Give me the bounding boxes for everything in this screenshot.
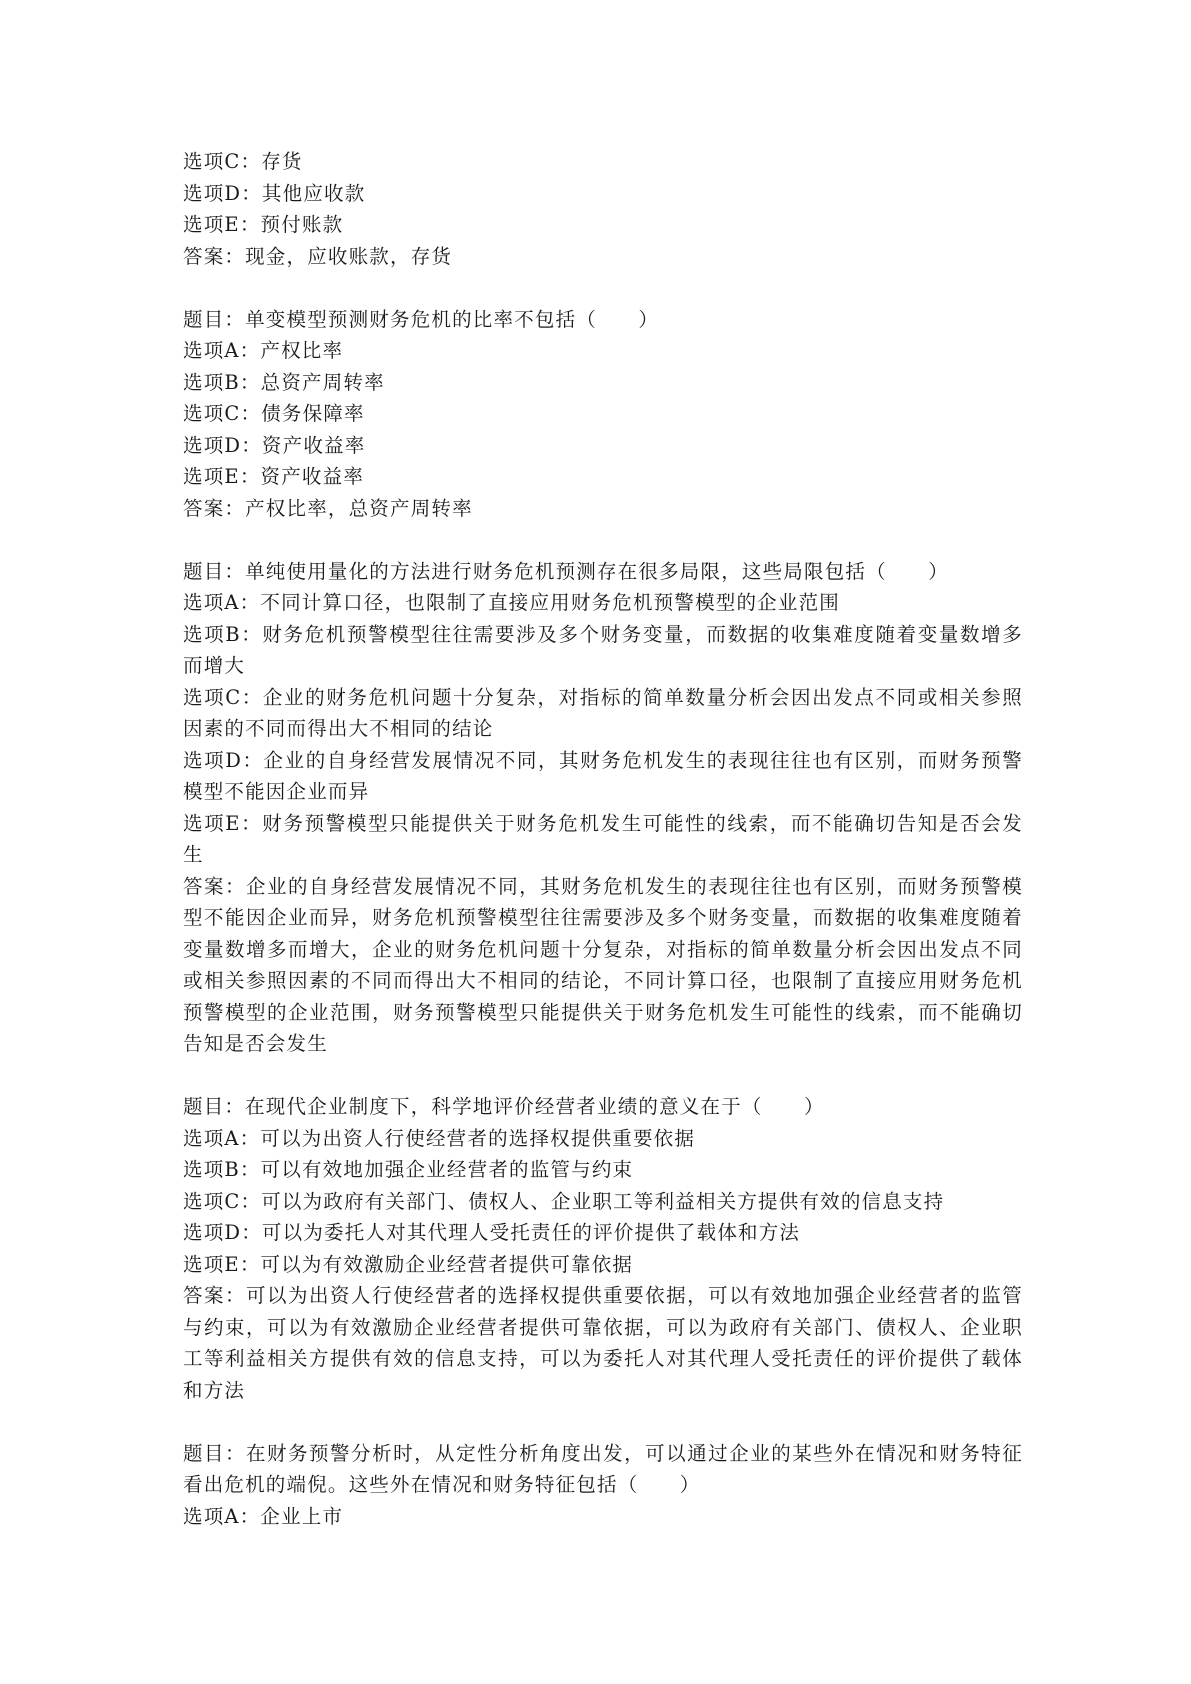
option-e: 选项E：财务预警模型只能提供关于财务危机发生可能性的线索，而不能确切告知是否会发生	[183, 811, 1023, 866]
option-a: 选项A：可以为出资人行使经营者的选择权提供重要依据	[183, 1126, 696, 1150]
question-block-2	[183, 304, 1023, 525]
option-d: 选项D：其他应收款	[183, 181, 366, 205]
option-b: 选项B：可以有效地加强企业经营者的监管与约束	[183, 1158, 634, 1181]
option-c: 选项C：存货	[183, 150, 303, 173]
option-b: 选项B：总资产周转率	[183, 370, 385, 394]
option-a: 选项A：企业上市	[183, 1504, 344, 1528]
option-e: 选项E：资产收益率	[183, 465, 365, 488]
block-spacer	[183, 1060, 1023, 1092]
option-d: 选项D：可以为委托人对其代理人受托责任的评价提供了载体和方法	[183, 1221, 801, 1244]
block-spacer	[183, 524, 1023, 556]
option-e: 选项E：可以为有效激励企业经营者提供可靠依据	[183, 1252, 634, 1276]
option-b: 选项B：财务危机预警模型往往需要涉及多个财务变量，而数据的收集难度随着变量数增多而增大	[183, 622, 1023, 677]
question-block-5	[183, 1438, 1023, 1533]
question-title: 题目：在财务预警分析时，从定性分析角度出发，可以通过企业的某些外在情况和财务特征看出危机的端倪。这些外在情况和财务特征包括（ ）	[183, 1441, 1023, 1496]
option-c: 选项C：债务保障率	[183, 402, 365, 425]
option-d: 选项D：企业的自身经营发展情况不同，其财务危机发生的表现往往也有区别，而财务预警模型不能因企业而异	[183, 748, 1023, 803]
answer: 答案：可以为出资人行使经营者的选择权提供重要依据，可以有效地加强企业经营者的监管与约束，可以为有效激励企业经营者提供可靠依据，可以为政府有关部门、债权人、企业职工等利益相关方提供有效的信息支持，可以为委托人对其代理人受托责任的评价提供了载体和方法	[183, 1284, 1023, 1402]
answer: 答案：产权比率，总资产周转率	[183, 496, 473, 520]
block-spacer	[183, 1406, 1023, 1438]
question-title: 题目：单纯使用量化的方法进行财务危机预测存在很多局限，这些局限包括（ ）	[183, 559, 949, 583]
question-title: 题目：单变模型预测财务危机的比率不包括（ ）	[183, 307, 660, 331]
question-title: 题目：在现代企业制度下，科学地评价经营者业绩的意义在于（ ）	[183, 1095, 825, 1118]
answer: 答案：企业的自身经营发展情况不同，其财务危机发生的表现往往也有区别，而财务预警模型不能因企业而异，财务危机预警模型往往需要涉及多个财务变量，而数据的收集难度随着变量数增多而增大，企业的财务危机问题十分复杂，对指标的简单数量分析会因出发点不同或相关参照因素的不同而得出大不相同的结论，不同计算口径，也限制了直接应用财务危机预警模型的企业范围，财务预警模型只能提供关于财务危机发生可能性的线索，而不能确切告知是否会发生	[183, 874, 1023, 1055]
option-a: 选项A：产权比率	[183, 339, 344, 362]
question-block-4	[183, 1091, 1023, 1406]
option-e: 选项E：预付账款	[183, 213, 344, 236]
question-block-3	[183, 556, 1023, 1060]
block-spacer	[183, 272, 1023, 304]
option-a: 选项A：不同计算口径，也限制了直接应用财务危机预警模型的企业范围	[183, 591, 840, 614]
option-c: 选项C：可以为政府有关部门、债权人、企业职工等利益相关方提供有效的信息支持	[183, 1189, 945, 1213]
option-d: 选项D：资产收益率	[183, 433, 366, 457]
question-block-1	[183, 146, 1023, 272]
answer: 答案：现金，应收账款，存货	[183, 244, 453, 268]
document-page	[183, 146, 1023, 1532]
option-c: 选项C：企业的财务危机问题十分复杂，对指标的简单数量分析会因出发点不同或相关参照因素的不同而得出大不相同的结论	[183, 685, 1023, 740]
